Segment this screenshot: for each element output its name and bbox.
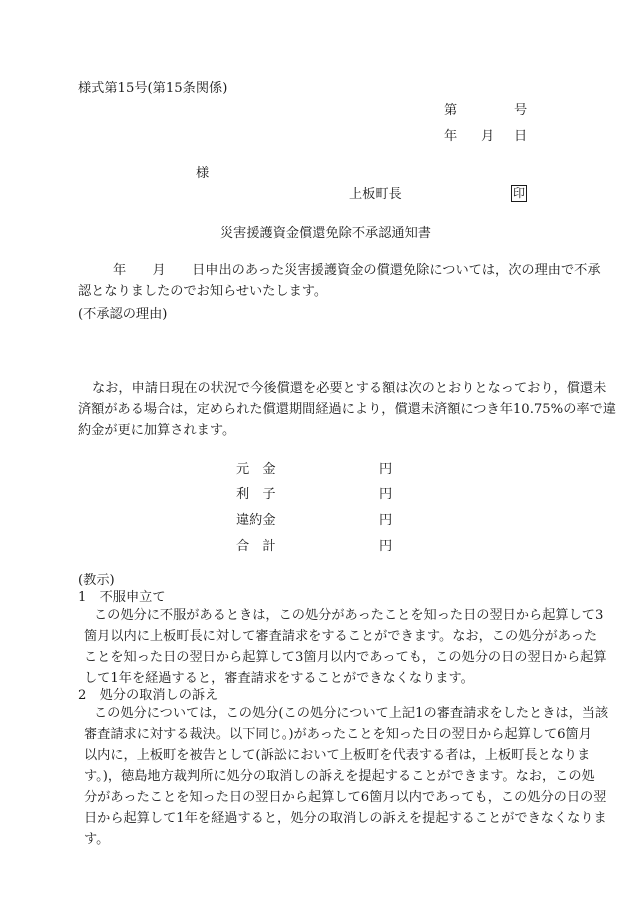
item1-title: 1 不服申立て	[78, 590, 166, 605]
item2-line: す。	[84, 832, 110, 847]
item2-line: 審査請求に対する裁決。以下同じ。)があったことを知った日の翌日から起算して6箇月	[84, 727, 592, 742]
amount-unit: 円	[379, 539, 393, 554]
amount-unit: 円	[379, 487, 393, 502]
intro-line: 認となりましたのでお知らせいたします。	[78, 284, 328, 299]
note-line: 済額がある場合は，定められた償還期間経過により，償還未済額につき年10.75%の率で違	[78, 402, 616, 417]
instruction-heading: (教示)	[78, 573, 115, 588]
issuer: 上板町長	[349, 187, 402, 202]
seal-text: 印	[512, 186, 525, 200]
item1-line: ことを知った日の翌日から起算して3箇月以内であっても，この処分の日の翌日から起算	[84, 650, 607, 665]
date-day: 日	[514, 129, 528, 144]
item2-paragraph	[84, 703, 608, 850]
item2-line: 以内に，上板町を被告として(訴訟において上板町を代表する者は，上板町長となりま	[84, 748, 591, 763]
note-line: なお，申請日現在の状況で今後償還を必要とする額は次のとおりとなっており，償還未	[92, 381, 607, 396]
date-year: 年	[444, 129, 458, 144]
seal-mark	[511, 185, 527, 202]
item2-title: 2 処分の取消しの訴え	[78, 688, 219, 703]
amount-unit: 円	[379, 462, 393, 477]
amount-label-total: 合 計	[236, 539, 276, 554]
reason-heading: (不承認の理由)	[78, 307, 168, 322]
addressee-suffix: 様	[196, 166, 210, 181]
item1-line: して1年を経過すると，審査請求をすることができなくなります。	[84, 671, 474, 686]
intro-line: 年 月 日申出のあった災害援護資金の償還免除については，次の理由で不承	[113, 263, 601, 278]
date-month: 月	[481, 129, 495, 144]
note-line: 約金が更に加算されます。	[78, 423, 236, 438]
intro-paragraph	[78, 260, 601, 302]
amount-label-principal: 元 金	[236, 462, 276, 477]
amount-label-penalty: 違約金	[236, 513, 276, 528]
amount-unit: 円	[379, 513, 393, 528]
item2-line: 日から起算して1年を経過すると，処分の取消しの訴えを提起することができなくなりま	[84, 811, 607, 826]
number-suffix: 号	[514, 103, 528, 118]
form-number: 様式第15号(第15条関係)	[78, 81, 228, 96]
item1-paragraph	[84, 605, 607, 689]
item1-line: この処分に不服があるときは，この処分があったことを知った日の翌日から起算して3	[94, 608, 604, 623]
item2-line: す。)，徳島地方裁判所に処分の取消しの訴えを提起することができます。なお，この処	[84, 769, 595, 784]
amount-label-interest: 利 子	[236, 487, 276, 502]
item2-line: 分があったことを知った日の翌日から起算して6箇月以内であっても，この処分の日の翌	[84, 790, 607, 805]
number-prefix: 第	[444, 103, 458, 118]
item2-line: この処分については，この処分(この処分について上記1の審査請求をしたときは，当該	[94, 706, 609, 721]
document-title: 災害援護資金償還免除不承認通知書	[220, 226, 431, 241]
note-paragraph	[78, 378, 616, 441]
item1-line: 箇月以内に上板町長に対して審査請求をすることができます。なお，この処分があった	[84, 629, 598, 644]
